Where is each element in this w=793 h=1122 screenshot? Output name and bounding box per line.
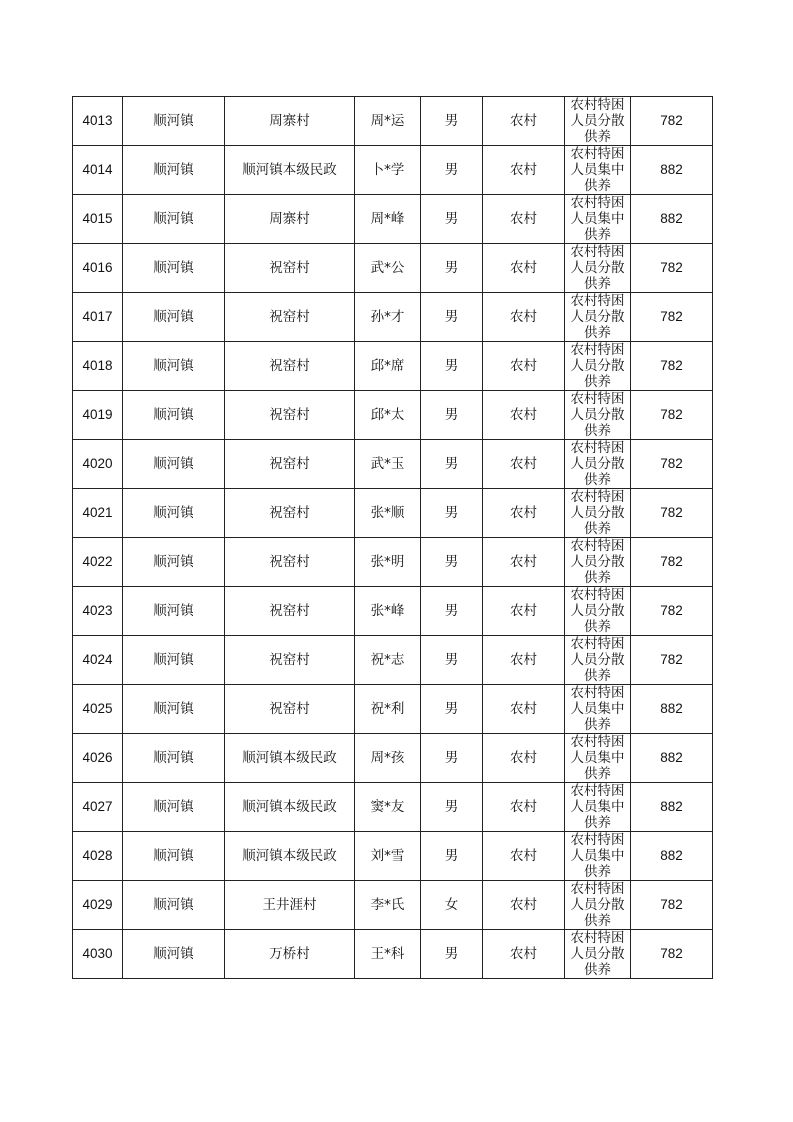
area-cell: 农村 [483, 832, 565, 881]
support-type-text: 农村特困人员分散供养 [570, 587, 625, 635]
village-cell: 祝窑村 [225, 293, 355, 342]
village-cell: 祝窑村 [225, 391, 355, 440]
support-type-text: 农村特困人员分散供养 [570, 97, 625, 145]
support-type-text: 农村特困人员分散供养 [570, 538, 625, 586]
area-cell: 农村 [483, 146, 565, 195]
row-id-cell: 4014 [73, 146, 123, 195]
amount-cell: 882 [631, 146, 713, 195]
support-type-text: 农村特困人员集中供养 [570, 783, 625, 831]
area-cell: 农村 [483, 195, 565, 244]
row-id-cell: 4013 [73, 97, 123, 146]
row-id-cell: 4026 [73, 734, 123, 783]
table-row [73, 636, 713, 685]
row-id-cell: 4028 [73, 832, 123, 881]
town-cell: 顺河镇 [123, 440, 225, 489]
amount-cell: 782 [631, 342, 713, 391]
table-row [73, 146, 713, 195]
table-row [73, 685, 713, 734]
village-cell: 王井涯村 [225, 881, 355, 930]
records-table [72, 96, 713, 979]
gender-cell: 男 [421, 244, 483, 293]
amount-cell: 782 [631, 391, 713, 440]
row-id-cell: 4023 [73, 587, 123, 636]
gender-cell: 男 [421, 930, 483, 979]
name-cell: 张*峰 [355, 587, 421, 636]
amount-cell: 882 [631, 195, 713, 244]
table-row [73, 587, 713, 636]
area-cell: 农村 [483, 293, 565, 342]
support-type-text: 农村特困人员分散供养 [570, 293, 625, 341]
support-type-text: 农村特困人员分散供养 [570, 636, 625, 684]
support-type-text: 农村特困人员集中供养 [570, 685, 625, 733]
area-cell: 农村 [483, 97, 565, 146]
village-cell: 顺河镇本级民政 [225, 146, 355, 195]
town-cell: 顺河镇 [123, 195, 225, 244]
table-row [73, 538, 713, 587]
name-cell: 窦*友 [355, 783, 421, 832]
area-cell: 农村 [483, 881, 565, 930]
support-type-cell [565, 734, 631, 783]
gender-cell: 男 [421, 685, 483, 734]
table-row [73, 97, 713, 146]
table-row [73, 783, 713, 832]
gender-cell: 男 [421, 293, 483, 342]
gender-cell: 男 [421, 97, 483, 146]
name-cell: 刘*雪 [355, 832, 421, 881]
amount-cell: 782 [631, 587, 713, 636]
row-id-cell: 4018 [73, 342, 123, 391]
table-row [73, 489, 713, 538]
row-id-cell: 4025 [73, 685, 123, 734]
area-cell: 农村 [483, 244, 565, 293]
area-cell: 农村 [483, 930, 565, 979]
gender-cell: 男 [421, 783, 483, 832]
support-type-cell [565, 538, 631, 587]
support-type-cell [565, 832, 631, 881]
name-cell: 王*科 [355, 930, 421, 979]
gender-cell: 男 [421, 440, 483, 489]
village-cell: 顺河镇本级民政 [225, 783, 355, 832]
gender-cell: 男 [421, 636, 483, 685]
area-cell: 农村 [483, 489, 565, 538]
town-cell: 顺河镇 [123, 538, 225, 587]
row-id-cell: 4017 [73, 293, 123, 342]
area-cell: 农村 [483, 391, 565, 440]
town-cell: 顺河镇 [123, 391, 225, 440]
row-id-cell: 4030 [73, 930, 123, 979]
support-type-cell [565, 489, 631, 538]
amount-cell: 882 [631, 685, 713, 734]
support-type-text: 农村特困人员集中供养 [570, 832, 625, 880]
row-id-cell: 4029 [73, 881, 123, 930]
town-cell: 顺河镇 [123, 636, 225, 685]
table-row [73, 244, 713, 293]
row-id-cell: 4015 [73, 195, 123, 244]
area-cell: 农村 [483, 342, 565, 391]
row-id-cell: 4021 [73, 489, 123, 538]
gender-cell: 男 [421, 489, 483, 538]
town-cell: 顺河镇 [123, 97, 225, 146]
town-cell: 顺河镇 [123, 832, 225, 881]
area-cell: 农村 [483, 538, 565, 587]
table-row [73, 391, 713, 440]
village-cell: 祝窑村 [225, 587, 355, 636]
village-cell: 顺河镇本级民政 [225, 734, 355, 783]
amount-cell: 882 [631, 832, 713, 881]
support-type-cell [565, 195, 631, 244]
name-cell: 祝*志 [355, 636, 421, 685]
village-cell: 万桥村 [225, 930, 355, 979]
gender-cell: 男 [421, 587, 483, 636]
area-cell: 农村 [483, 587, 565, 636]
support-type-cell [565, 440, 631, 489]
area-cell: 农村 [483, 734, 565, 783]
amount-cell: 782 [631, 293, 713, 342]
support-type-text: 农村特困人员分散供养 [570, 440, 625, 488]
gender-cell: 男 [421, 832, 483, 881]
support-type-cell [565, 881, 631, 930]
area-cell: 农村 [483, 440, 565, 489]
row-id-cell: 4027 [73, 783, 123, 832]
support-type-text: 农村特困人员分散供养 [570, 930, 625, 978]
name-cell: 邱*太 [355, 391, 421, 440]
amount-cell: 882 [631, 734, 713, 783]
area-cell: 农村 [483, 685, 565, 734]
support-type-cell [565, 146, 631, 195]
gender-cell: 男 [421, 734, 483, 783]
town-cell: 顺河镇 [123, 244, 225, 293]
support-type-cell [565, 930, 631, 979]
amount-cell: 782 [631, 538, 713, 587]
support-type-text: 农村特困人员分散供养 [570, 489, 625, 537]
support-type-text: 农村特困人员分散供养 [570, 391, 625, 439]
table-row [73, 195, 713, 244]
table-row [73, 832, 713, 881]
name-cell: 张*明 [355, 538, 421, 587]
name-cell: 周*运 [355, 97, 421, 146]
town-cell: 顺河镇 [123, 489, 225, 538]
row-id-cell: 4024 [73, 636, 123, 685]
area-cell: 农村 [483, 636, 565, 685]
town-cell: 顺河镇 [123, 734, 225, 783]
name-cell: 孙*才 [355, 293, 421, 342]
village-cell: 祝窑村 [225, 685, 355, 734]
row-id-cell: 4019 [73, 391, 123, 440]
row-id-cell: 4022 [73, 538, 123, 587]
table-row [73, 881, 713, 930]
support-type-cell [565, 587, 631, 636]
gender-cell: 女 [421, 881, 483, 930]
town-cell: 顺河镇 [123, 342, 225, 391]
support-type-cell [565, 783, 631, 832]
gender-cell: 男 [421, 391, 483, 440]
table-row [73, 734, 713, 783]
amount-cell: 782 [631, 881, 713, 930]
village-cell: 祝窑村 [225, 440, 355, 489]
table-row [73, 293, 713, 342]
town-cell: 顺河镇 [123, 293, 225, 342]
name-cell: 周*峰 [355, 195, 421, 244]
village-cell: 周寨村 [225, 97, 355, 146]
support-type-cell [565, 293, 631, 342]
gender-cell: 男 [421, 195, 483, 244]
village-cell: 祝窑村 [225, 244, 355, 293]
village-cell: 祝窑村 [225, 489, 355, 538]
name-cell: 祝*利 [355, 685, 421, 734]
amount-cell: 782 [631, 930, 713, 979]
support-type-cell [565, 97, 631, 146]
village-cell: 顺河镇本级民政 [225, 832, 355, 881]
support-type-text: 农村特困人员分散供养 [570, 881, 625, 929]
town-cell: 顺河镇 [123, 783, 225, 832]
support-type-cell [565, 342, 631, 391]
amount-cell: 782 [631, 440, 713, 489]
town-cell: 顺河镇 [123, 881, 225, 930]
town-cell: 顺河镇 [123, 587, 225, 636]
name-cell: 李*氏 [355, 881, 421, 930]
row-id-cell: 4020 [73, 440, 123, 489]
row-id-cell: 4016 [73, 244, 123, 293]
name-cell: 张*顺 [355, 489, 421, 538]
table-row [73, 342, 713, 391]
name-cell: 武*玉 [355, 440, 421, 489]
support-type-cell [565, 391, 631, 440]
village-cell: 祝窑村 [225, 538, 355, 587]
town-cell: 顺河镇 [123, 685, 225, 734]
table-row [73, 930, 713, 979]
support-type-text: 农村特困人员集中供养 [570, 195, 625, 243]
amount-cell: 782 [631, 489, 713, 538]
support-type-text: 农村特困人员集中供养 [570, 146, 625, 194]
name-cell: 卜*学 [355, 146, 421, 195]
town-cell: 顺河镇 [123, 930, 225, 979]
village-cell: 祝窑村 [225, 342, 355, 391]
name-cell: 邱*席 [355, 342, 421, 391]
name-cell: 武*公 [355, 244, 421, 293]
table-row [73, 440, 713, 489]
support-type-cell [565, 636, 631, 685]
town-cell: 顺河镇 [123, 146, 225, 195]
village-cell: 祝窑村 [225, 636, 355, 685]
gender-cell: 男 [421, 146, 483, 195]
name-cell: 周*孩 [355, 734, 421, 783]
support-type-text: 农村特困人员分散供养 [570, 244, 625, 292]
gender-cell: 男 [421, 538, 483, 587]
support-type-text: 农村特困人员集中供养 [570, 734, 625, 782]
support-type-cell [565, 685, 631, 734]
village-cell: 周寨村 [225, 195, 355, 244]
support-type-text: 农村特困人员分散供养 [570, 342, 625, 390]
table-body [73, 97, 713, 979]
amount-cell: 782 [631, 244, 713, 293]
area-cell: 农村 [483, 783, 565, 832]
amount-cell: 782 [631, 97, 713, 146]
amount-cell: 882 [631, 783, 713, 832]
support-type-cell [565, 244, 631, 293]
amount-cell: 782 [631, 636, 713, 685]
gender-cell: 男 [421, 342, 483, 391]
